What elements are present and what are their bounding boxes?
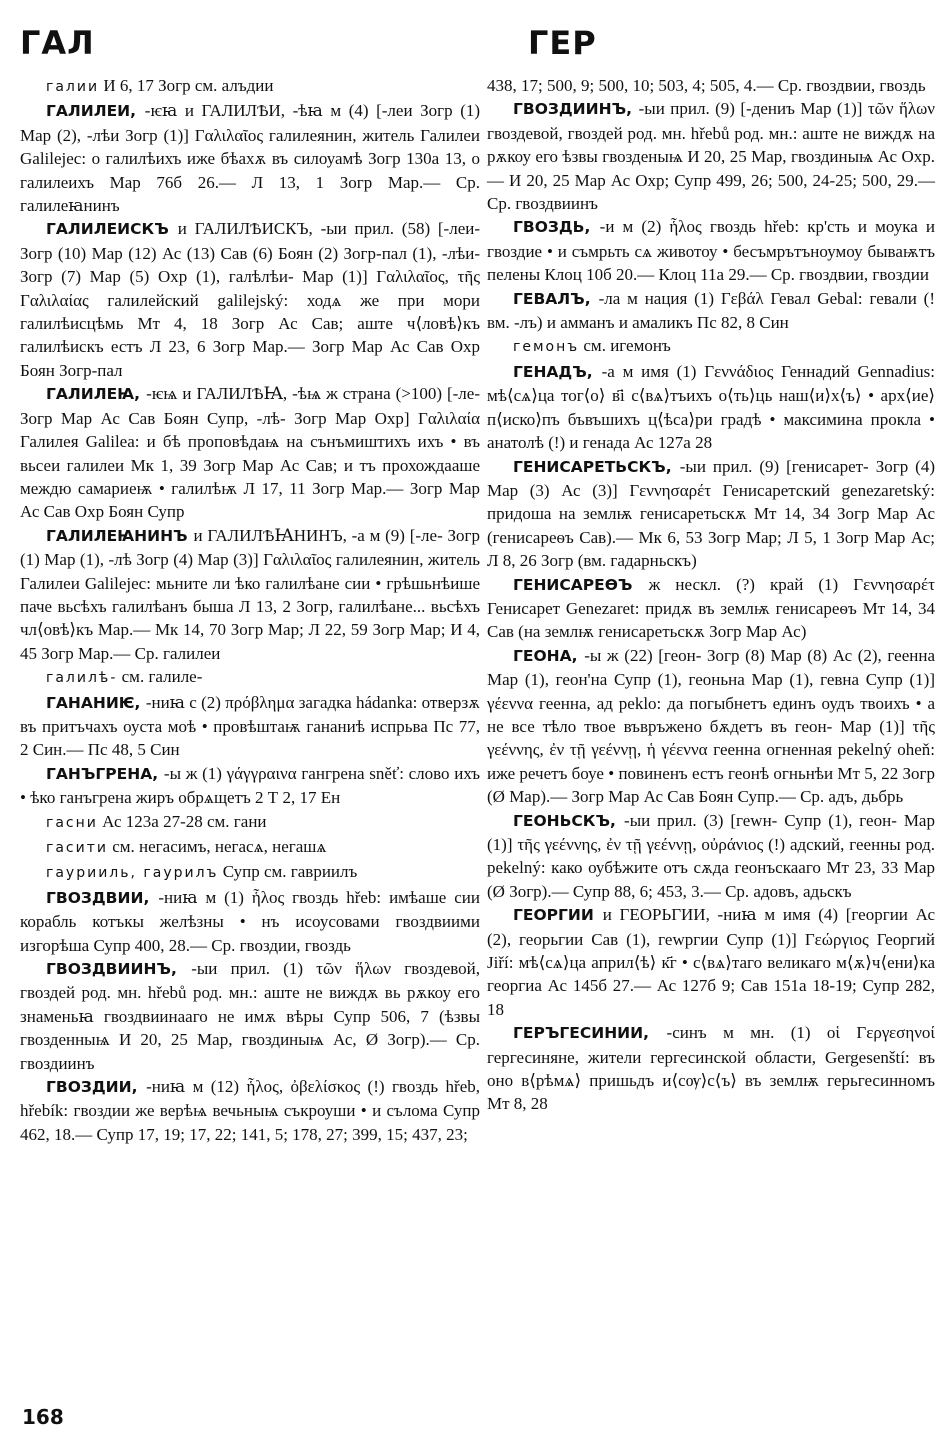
dictionary-entry	[20, 835, 480, 860]
entry-definition: Супр см. гавриилъ	[218, 862, 358, 882]
entry-definition: 438, 17; 500, 9; 500, 10; 503, 4; 505, 4.— Ср. гвоздвии, гвоздь	[487, 76, 926, 95]
entry-definition: -ниꙗ м (1) ἧλος гвоздь hřeb: имѣаше сии корабль котъкы желѣзны • нъ исоусовами гвоздвиими изгорѣша Супр 400, 28.— Ср. гвоздии, гвоздь	[20, 887, 480, 955]
entry-definition: -ла м нация (1) Γεβάλ Гевал Gebal: гевали (! вм. -лъ) и амманъ и амаликъ Пс 82, 8 Син	[487, 288, 935, 333]
entry-headword: ГВОЗДЬ,	[513, 218, 600, 237]
dictionary-entry	[20, 217, 480, 382]
right-column	[487, 74, 935, 1116]
dictionary-entry	[20, 860, 480, 885]
entry-headword: галии	[46, 79, 100, 95]
running-header-left: ГАЛ	[20, 24, 95, 62]
dictionary-entry	[487, 215, 935, 286]
dictionary-entry	[487, 1021, 935, 1116]
entry-definition: ж нескл. (?) край (1) Γεννησαρέτ Генисарет Genezaret: придѫ въ землѭ генисареѳъ Мт 14, 34 Сав (на землѭ генисаретьскѫ Зогр Мар Ас)	[487, 574, 935, 642]
dictionary-entry	[20, 1075, 480, 1146]
entry-definition: и ГЕОРЬГИИ, -ниꙗ м имя (4) [георгии Ас (2), георьгии Сав (1), геwргии Супр (1)] Γεώργιος Георгий Jiří: мѣ⟨сѧ⟩ца април⟨ѣ⟩ к҃г • с⟨вѧ⟩таго великаго м⟨ѫ⟩ч⟨ени⟩ка георгиа Ас 145б 27.— Ас 127б 9; Сав 151а 18-19; Супр 282, 18	[487, 905, 936, 1019]
entry-definition: -ыи прил. (1) τῶν ἥλων гвоздевой, гвоздей род. мн. hřebů род. мн.: аште не виждѫ вь рѫкоу его знаменьꙗ гвоздвиинааго не имѫ вѣры Супр 506, 7 (ѣзвы гвозденныѩ И 20, 25 Мар, гвоздиныѩ Ас, Ø Зогр).— Ср. гвоздиинъ	[20, 959, 480, 1073]
entry-definition: И 6, 17 Зогр см. алъдии	[99, 76, 274, 95]
entry-headword: ГАНЪГРЕНА,	[46, 764, 164, 783]
entry-definition: -а м имя (1) Γεννάδιος Геннадий Gennadius: мѣ⟨сѧ⟩ца тог⟨о⟩ в҃і с⟨вѧ⟩тъихъ о⟨ть⟩ць наш⟨и⟩х⟨ъ⟩ • арх⟨ие⟩п⟨иско⟩пъ бъвъшихъ ц⟨ѣса⟩ри градѣ • максимина прокла • анатолѣ (!) и генада Ас 127а 28	[487, 361, 935, 453]
entry-headword: ГАЛИЛЕꙖ,	[46, 385, 147, 404]
entry-headword: ГАЛИЛЕꙖНИНЪ	[46, 526, 194, 545]
entry-definition: -ыи прил. (9) [-дениъ Мар (1)] τῶν ἥλων гвоздевой, гвоздей род. мн. hřebů род. мн.: аште не виждѫ на рѫкоу его ѣзвы гвозденыѩ И 20, 25 Мар, гвоздиныѩ Ас Охр.— И 20, 25 Мар Ас Охр; Супр 499, 26; 500, 24-25; 500, 29.— Ср. гвоздвиинъ	[487, 99, 935, 214]
entry-definition: -ѥꙗ и ГАЛИЛѢИ, -ѣꙗ м (4) [-леи Зогр (1) Мар (2), -лѣи Зогр (1)] Γαλιλαῖος галилеянин, житель Галилеи Galilejec: о галилѣихъ иже бѣахѫ въ силоуамѣ Зогр 130а 13, о галилеихъ Мар 76б 26.— Л 13, 1 Зогр Мар.— Ср. галилеꙗнинъ	[20, 101, 481, 216]
entry-definition: и ГАЛИЛѢИСКЪ, -ыи прил. (58) [-леи- Зогр (10) Мар (12) Ас (13) Сав (6) Боян (2) Зогр-пал (1), -лѣи- Зогр (7) Мар (5) Охр (1), галѣлѣи- Мар (1)] Γαλιλαῖος, τῆς Γαλιλαίας галилейский galilejský: ходѧ же при мори галилѣисцѣмь Мт 4, 18 Зогр Ас Сав; аште ч⟨ловѣ⟩къ галилѣискъ естъ Л 23, 6 Зогр Мар.— Зогр Мар Ас Сав Охр Боян Зогр-пал	[20, 219, 481, 380]
entry-headword: ГЕНИСАРЕѲЪ	[513, 575, 649, 594]
entry-headword: ГАЛИЛЕИСКЪ	[46, 220, 178, 239]
entry-headword: ГАЛИЛЕИ,	[46, 102, 145, 121]
entry-definition: -ниꙗ м (12) ἧλος, ὀβελίσκος (!) гвоздь hřeb, hřebík: гвоздии же верѣѩ вечьныѩ съкроуши • и сълома Супр 462, 18.— Супр 17, 19; 17, 22; 141, 5; 178, 27; 399, 15; 437, 23;	[20, 1077, 480, 1144]
entry-headword: ГЕОНЬСКЪ,	[513, 811, 625, 830]
dictionary-entry	[487, 644, 935, 809]
entry-headword: ГАНАНИѤ,	[46, 693, 146, 712]
entry-headword: ГВОЗДВИИНЪ,	[46, 960, 192, 979]
dictionary-entry	[20, 524, 480, 665]
entry-headword: ГВОЗДИИ,	[46, 1078, 147, 1097]
entry-headword: ГЕНАДЪ,	[513, 362, 602, 381]
entry-definition: -ниꙗ с (2) πρόβλημα загадка hádanka: отверзѫ въ притъчахъ оуста моѣ • провѣштаѭ гананиѣ испрьва Пс 77, 2 Син.— Пс 48, 5 Син	[20, 692, 480, 760]
entry-headword: ГЕОРГИИ	[513, 906, 603, 925]
entry-definition: см. игемонъ	[579, 336, 671, 356]
entry-definition: Ас 123а 27-28 см. гани	[97, 811, 267, 831]
entry-headword: галилѣ-	[46, 670, 118, 687]
entry-definition: -ыи прил. (3) [геwн- Супр (1), геон- Мар (1)] τῆς γεέννης, ἐν τῇ γεέννῃ, οὐράνιος (!) адский, геенны род. pekelný: како оубѣжите отъ сѫда геонъскааго Мт 23, 33 Мар (Ø Зогр).— Супр 88, 6; 453, 3.— Ср. адовъ, адьскъ	[487, 810, 935, 901]
entry-headword: гасити	[46, 840, 108, 856]
dictionary-entry	[487, 287, 935, 335]
entry-definition: -ы ж (22) [геон- Зогр (8) Мар (8) Ас (2), геенна Мар (1), геон'на Супр (1), геоньна Мар (1), гевна Супр (1)] γέεννα геенна, ад peklo: да погыбнетъ единъ оудъ твоихъ • а не все тѣло твое въвръжено бѫдетъ въ геон- Мар (1)] τῆς γεέννης, ἐν τῇ γεέννῃ, ἡ γέεννα геенна огненная pekelný oheň: иже речетъ боуе • повиненъ естъ геонѣ огньнѣи Мт 5, 22 Зогр (Ø Мар).— Зогр Мар Ас Сав Боян Супр.— Ср. адъ, дьбрь	[487, 645, 935, 807]
entry-headword: ГЕНИСАРЕТЬСКЪ,	[513, 457, 680, 476]
entry-definition: -ѥѩ и ГАЛИЛѢꙖ, -ѣѩ ж страна (>100) [-ле- Зогр Мар Ас Сав Боян Супр, -лѣ- Зогр Мар Охр] Γαλιλαία Галилея Galilea: и бѣ проповѣдаѩ на сънъмиштихъ ихъ • въ вьсеи галилеи Мк 1, 39 Зогр Мар Ас Сав; и тъ прохождааше междю самариеѭ • галилѣѭ Л 17, 11 Зогр Мар.— Зогр Мар Ас Сав Охр Боян Супр	[20, 384, 481, 522]
entry-definition: -и м (2) ἧλος гвоздь hřeb: кр'сть и моука и гвоздие • и съмрьть сѧ животоу • бесъмрътъноумоу бываѭтъ пелены Клоц 10б 20.— Клоц 11а 29.— Ср. гвоздвии, гвоздии	[487, 217, 935, 285]
left-column	[20, 74, 480, 1146]
dictionary-entry	[20, 957, 480, 1075]
entry-headword: ГВОЗДИИНЪ,	[513, 100, 639, 119]
entry-headword: ГЕРЪГЕСИНИИ,	[513, 1024, 667, 1043]
dictionary-entry	[20, 762, 480, 810]
dictionary-entry	[20, 74, 480, 99]
dictionary-entry	[487, 334, 935, 359]
entry-headword: гасни	[46, 814, 98, 831]
entry-headword: ГЕОНА,	[513, 646, 585, 665]
dictionary-entry	[20, 665, 480, 690]
dictionary-entry	[487, 573, 935, 644]
entry-definition: -ыи прил. (9) [генисарет- Зогр (4) Мар (3) Ас (3)] Γεννησαρέτ Генисаретский genezaretský: придоша на землѭ генисаретьскѫ Мт 14, 34 Зогр Мар Ас (генисареѳъ Сав).— Мк 6, 53 Зогр Мар; Л 5, 1 Зогр Мар Ас; Л 8, 26 Зогр (вм. гадарньскъ)	[487, 456, 935, 571]
dictionary-entry	[487, 74, 935, 97]
dictionary-entry	[487, 455, 935, 573]
entry-headword: гемонъ	[513, 339, 580, 356]
dictionary-entry	[487, 903, 935, 1021]
running-header-right: ГЕР	[528, 24, 597, 62]
entry-headword: ГВОЗДВИИ,	[46, 888, 159, 907]
page-number: 168	[22, 1405, 64, 1429]
dictionary-entry	[20, 382, 480, 523]
dictionary-entry	[20, 99, 480, 217]
dictionary-entry	[487, 97, 935, 215]
entry-headword: гаурииль, гаурилъ	[46, 865, 219, 882]
dictionary-entry	[487, 360, 935, 455]
entry-definition: см. негасимъ, негасѧ, негашѧ	[107, 837, 327, 856]
dictionary-entry	[20, 810, 480, 835]
entry-definition: -ы ж (1) γάγγραινα гангрена sněť: слово ихъ • ѣко ганъгрена жиръ обрѧщетъ 2 Т 2, 17 Ен	[20, 763, 480, 808]
entry-definition: и ГАЛИЛѢꙖНИНЪ, -а м (9) [-ле- Зогр (1) Мар (1), -лѣ Зогр (4) Мар (3)] Γαλιλαῖος галилеянин, житель Галилеи Galilejec: мьните ли ѣко галилѣане сии • грѣшьнѣише паче вьсѣхъ галилѣанъ быша Л 13, 2 Зогр, галилѣане... вьсѣхъ чл⟨овѣ⟩къ Мар.— Мк 14, 70 Зогр Мар; Л 22, 59 Зогр Мар; И 4, 45 Зогр Мар.— Ср. галилеи	[20, 525, 480, 663]
dictionary-entry	[20, 886, 480, 957]
dictionary-entry	[20, 691, 480, 762]
entry-definition: -синъ м мн. (1) οἱ Γεργεσηνοί гергесиняне, жители гергесинской области, Gergesenští: въ оно в⟨рѣмѧ⟩ пришьдъ и⟨сѹ⟩с⟨ъ⟩ въ землѭ герьгесинномъ Мт 8, 28	[487, 1023, 935, 1114]
entry-definition: см. галиле-	[117, 667, 203, 687]
entry-headword: ГЕВАЛЪ,	[513, 289, 599, 308]
dictionary-entry	[487, 809, 935, 904]
